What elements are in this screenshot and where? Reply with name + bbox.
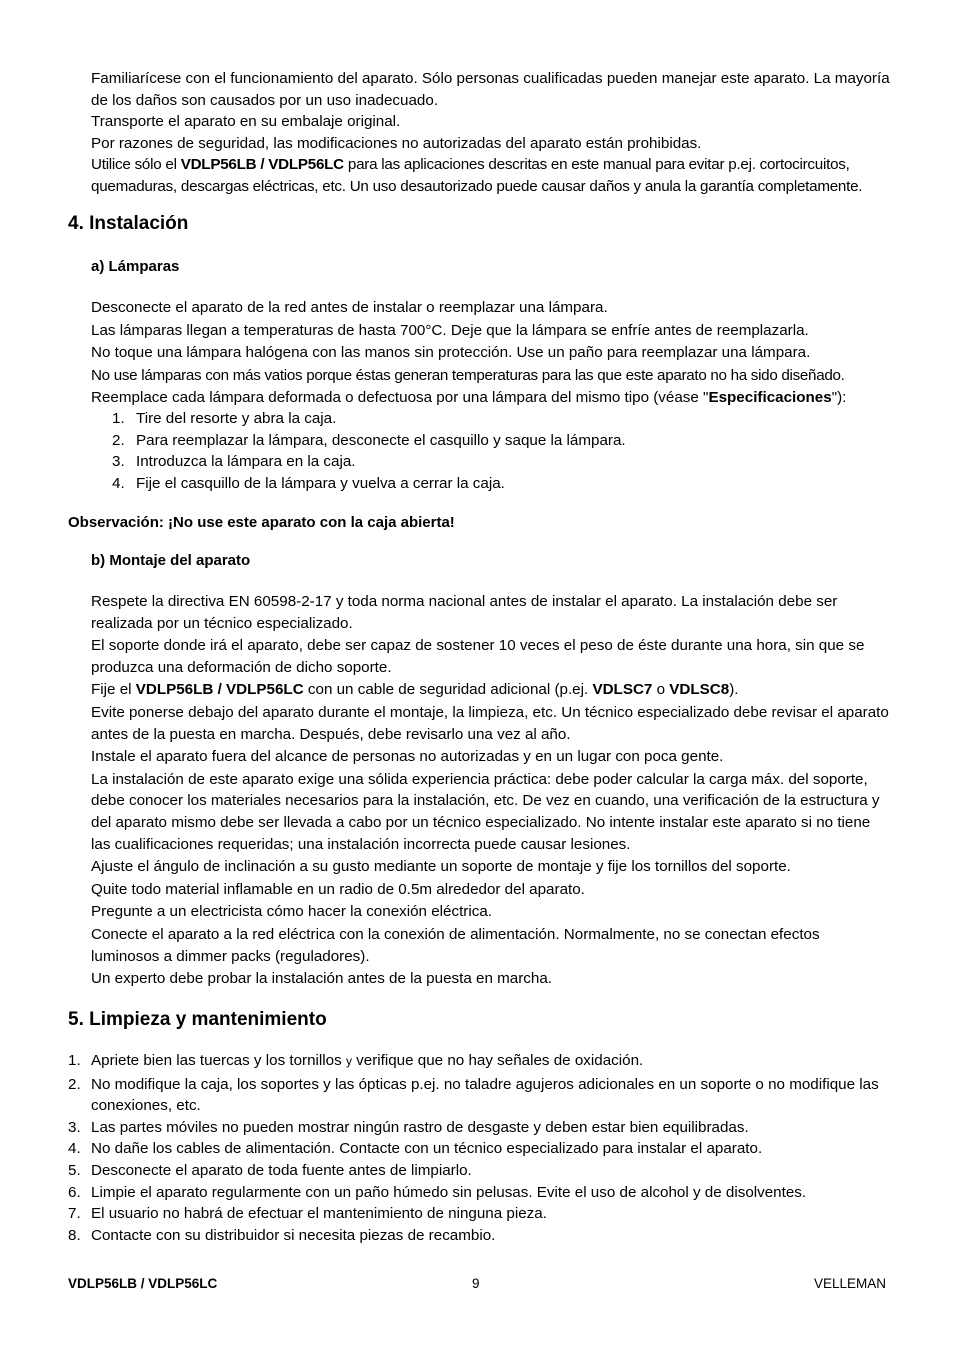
mounting-paragraph-7: Ajuste el ángulo de inclinación a su gusto mediante un soporte de montaje y fije los tornillos del soporte. (91, 858, 791, 876)
mounting-paragraph-2: El soporte donde irá el aparato, debe ser capaz de sostener 10 veces el peso de éste durante una hora, sin que se produzca una deformación de dicho soporte. (91, 637, 865, 676)
mounting-paragraph-11: Un experto debe probar la instalación antes de la puesta en marcha. (91, 970, 552, 988)
footer-brand: VELLEMAN (813, 1276, 886, 1291)
list-item: 1. Tire del resorte y abra la caja. (112, 410, 337, 427)
mounting-paragraph-4: Evite ponerse debajo del aparato durante el montaje, la limpieza, etc. Un técnico especializado debe revisar el aparato antes de la puesta en marcha. Después, debe revisarlo una vez al año. (91, 703, 889, 743)
intro-paragraph-3: Por razones de seguridad, las modificaciones no autorizadas del aparato están prohibidas. (91, 134, 702, 152)
mounting-paragraph-9: Pregunte a un electricista cómo hacer la conexión eléctrica. (91, 903, 492, 921)
lamps-block (91, 297, 891, 409)
list-item: 8. Contacte con su distribuidor si necesita piezas de recambio. (68, 1226, 496, 1244)
mounting-paragraph-3: Fije el VDLP56LB / VDLP56LC con un cable de seguridad adicional (p.ej. VDLSC7 o VDLSC8). (91, 681, 739, 699)
lamps-paragraph-4: No use lámparas con más vatios porque éstas generan temperaturas para las que este aparato no ha sido diseñado. (91, 366, 845, 384)
list-item: 2. Para reemplazar la lámpara, desconecte el casquillo y saque la lámpara. (112, 431, 626, 449)
intro-paragraph-4: Utilice sólo el VDLP56LB / VDLP56LC para las aplicaciones descritas en este manual para evitar p.ej. cortocircuitos, quemaduras, descargas eléctricas, etc. Un uso desautorizado puede causar daños y anula la garantía completamente. (91, 156, 863, 195)
lamps-paragraph-5: Reemplace cada lámpara deformada o defectuosa por una lámpara del mismo tipo (véase "Especificaciones"): (91, 389, 847, 407)
list-item: 4. No dañe los cables de alimentación. Contacte con un técnico especializado para instalar el aparato. (68, 1140, 763, 1158)
mounting-paragraph-8: Quite todo material inflamable en un radio de 0.5m alrededor del aparato. (91, 880, 585, 898)
model-name: VDLP56LB / VDLP56LC (180, 156, 344, 174)
mounting-paragraph-5: Instale el aparato fuera del alcance de personas no autorizadas y en un lugar con poca gente. (91, 748, 724, 766)
footer-page-number: 9 (472, 1276, 480, 1291)
section-5-title: 5. Limpieza y mantenimiento (68, 1009, 327, 1030)
list-item: 4. Fije el casquillo de la lámpara y vuelva a cerrar la caja. (112, 474, 505, 492)
subsection-a-title: a) Lámparas (91, 258, 180, 275)
lamps-paragraph-3: No toque una lámpara halógena con las manos sin protección. Use un paño para reemplazar una lámpara. (91, 344, 811, 362)
lamps-paragraph-1: Desconecte el aparato de la red antes de instalar o reemplazar una lámpara. (91, 299, 608, 316)
section-4-title: 4. Instalación (68, 213, 189, 234)
list-item: 6. Limpie el aparato regularmente con un paño húmedo sin pelusas. Evite el uso de alcohol y de disolventes. (68, 1183, 807, 1201)
lamps-paragraph-2: Las lámparas llegan a temperaturas de hasta 700°C. Deje que la lámpara se enfríe antes de reemplazarla. (91, 321, 809, 339)
footer-model: VDLP56LB / VDLP56LC (68, 1276, 218, 1291)
list-item: 1. Apriete bien las tuercas y los tornillos y verifique que no hay señales de oxidación. (68, 1052, 644, 1069)
list-item: 3. Introduzca la lámpara en la caja. (112, 453, 356, 471)
intro-paragraph-1: Familiarícese con el funcionamiento del aparato. Sólo personas cualificadas pueden manejar este aparato. La mayoría de los daños son causados por un uso inadecuado. (91, 70, 890, 109)
observation-note: Observación: ¡No use este aparato con la caja abierta! (68, 514, 455, 531)
list-item: 2. No modifique la caja, los soportes y las ópticas p.ej. no taladre agujeros adicionales en un soporte o no modifique las conexiones, etc. (68, 1075, 879, 1115)
intro-paragraph-2: Transporte el aparato en su embalaje original. (91, 113, 401, 131)
intro-block (91, 68, 891, 198)
mounting-paragraph-6: La instalación de este aparato exige una sólida experiencia práctica: debe poder calcular la carga máx. del soporte, debe conocer los materiales necesarios para la instalación, etc. De vez en cuando, una verificación de la estructura y del aparato mismo debe ser llevada a cabo por un técnico especializado. No intente instalar este aparato si no tiene las cualificaciones requeridas; una instalación incorrecta puede causar lesiones. (91, 770, 880, 853)
list-item: 3. Las partes móviles no pueden mostrar ningún rastro de desgaste y deben estar bien equilibradas. (68, 1118, 749, 1136)
list-item: 5. Desconecte el aparato de toda fuente antes de limpiarlo. (68, 1161, 472, 1179)
lamp-steps-list (112, 408, 872, 494)
subsection-b-title: b) Montaje del aparato (91, 552, 251, 569)
list-item: 7. El usuario no habrá de efectuar el mantenimiento de ninguna pieza. (68, 1205, 547, 1223)
mounting-paragraph-1: Respete la directiva EN 60598-2-17 y toda norma nacional antes de instalar el aparato. La instalación debe ser realizada por un técnico especializado. (91, 593, 838, 632)
maintenance-list (68, 1050, 898, 1246)
mounting-paragraph-10: Conecte el aparato a la red eléctrica con la conexión de alimentación. Normalmente, no se conectan efectos luminosos a dimmer packs (reguladores). (91, 925, 820, 965)
mounting-block (91, 591, 891, 990)
